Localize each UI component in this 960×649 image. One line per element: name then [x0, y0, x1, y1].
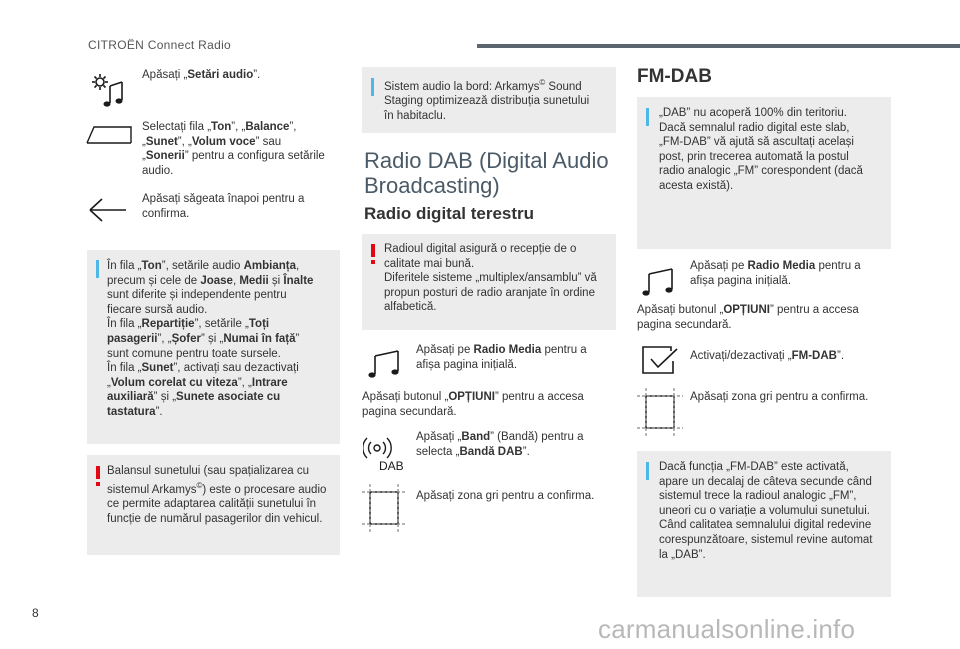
music-note-icon — [640, 266, 680, 298]
grey-zone-icon — [362, 484, 406, 532]
step-toggle-fm-dab: Activați/dezactivați „FM-DAB”. — [690, 350, 845, 362]
tab-icon — [86, 125, 132, 145]
warning-text: Balansul sunetului (sau spațializarea cu sistemul Arkamys©) este o procesare audio ce permite adaptarea calității sunetului în funcție de numărul pasagerilor din vehicul. — [107, 465, 327, 525]
info-marker — [96, 260, 99, 278]
step-options: Apăsați butonul „OPȚIUNI” pentru a accesa pagina secundară. — [362, 391, 584, 418]
warning-box-dab-quality — [362, 234, 616, 330]
header-title: CITROËN Connect Radio — [88, 38, 232, 52]
header-bar — [477, 44, 960, 48]
info-text: Dacă funcția „FM-DAB” este activată, apare un decalaj de câteva secunde când sistemul trece la radioul analogic „FM”, uneori cu o variație a volumului sunetului. Când calitatea semnalului digital redevine corespunzătoare, sistemul revine automat la „DAB”. — [659, 461, 873, 561]
dab-icon-label: DAB — [379, 459, 404, 472]
checkbox-icon — [641, 345, 681, 375]
step-radio-media: Apăsați pe Radio Media pentru a afișa pagina inițială. — [416, 344, 587, 371]
step-options: Apăsați butonul „OPȚIUNI” pentru a accesa pagina secundară. — [637, 304, 859, 331]
info-box-arkamys — [362, 67, 616, 133]
warning-box-balance — [87, 455, 340, 555]
step-confirm-grey: Apăsați zona gri pentru a confirma. — [690, 391, 869, 403]
step-back-confirm: Apăsați săgeata înapoi pentru a confirma. — [142, 193, 305, 220]
step-select-tab: Selectați fila „Ton”, „Balance”, „Sunet”, „Volum voce” sau „Sonerii” pentru a configura setările audio. — [142, 121, 325, 177]
dab-radio-icon — [363, 432, 407, 472]
step-open-audio-settings: Apăsați „Setări audio”. — [142, 69, 261, 81]
section-subheading-terrestrial: Radio digital terestru — [364, 204, 535, 223]
step-confirm-grey: Apăsați zona gri pentru a confirma. — [416, 490, 595, 502]
step-band-dab: Apăsați „Band” (Bandă) pentru a selecta „Bandă DAB”. — [416, 431, 584, 458]
section-heading-fm-dab: FM-DAB — [637, 66, 712, 87]
info-marker — [371, 78, 374, 96]
warning-text: Radioul digital asigură o recepție de o calitate mai bună. Diferitele sisteme „multiplex/ansamblu” vă propun posturi de radio aranjate în ordine alfabetică. — [384, 243, 597, 314]
info-text: Sistem audio la bord: Arkamys© Sound Staging optimizează distribuția sunetului în habitaclu. — [384, 78, 590, 123]
music-note-icon — [366, 348, 406, 380]
step-radio-media: Apăsați pe Radio Media pentru a afișa pagina inițială. — [690, 260, 861, 287]
info-box-fm-dab — [637, 97, 891, 249]
page-number: 8 — [32, 606, 39, 620]
warning-marker — [371, 244, 375, 264]
watermark: carmanualsonline.info — [598, 614, 856, 644]
section-heading-dab: Radio DAB (Digital Audio Broadcasting) — [364, 148, 609, 198]
info-box-fm-dab-delay — [637, 451, 891, 597]
info-text: În fila „Ton”, setările audio Ambianța, precum și cele de Joase, Medii și Înalte sunt diferite și independente pentru fiecare sursă audio. În fila „Repartiție”, setările „Toți pasagerii”, „Șofer” și „Numai în față” sunt comune pentru toate sursele. În fila „Sunet”, activați sau dezactivați „Volum corelat cu viteza”, „Intrare auxiliară” și „Sunete asociate cu tastatura”. — [107, 260, 314, 418]
back-arrow-icon — [88, 196, 128, 224]
warning-marker — [96, 466, 100, 486]
info-marker — [646, 462, 649, 480]
info-marker — [646, 108, 649, 126]
info-text: „DAB” nu acoperă 100% din teritoriu. Dacă semnalul radio digital este slab, „FM-DAB” vă ajută să ascultați același post, prin trecerea automată la postul radio analogic „FM” corespondent (dacă acesta există). — [659, 107, 863, 192]
info-box-audio-tabs — [87, 250, 340, 444]
settings-music-icon — [88, 72, 128, 110]
grey-zone-icon — [637, 388, 683, 436]
